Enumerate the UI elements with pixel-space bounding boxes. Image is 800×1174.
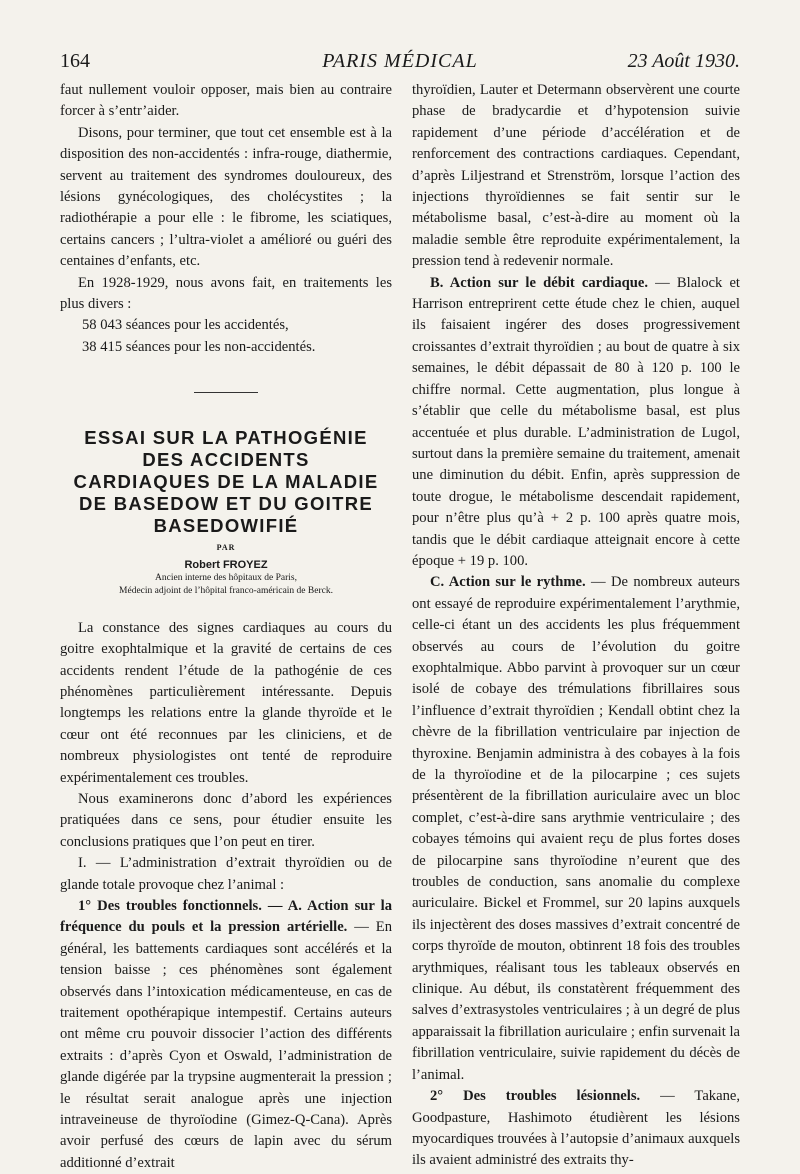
paragraph: Disons, pour terminer, que tout cet ensemble est à la disposition des non-accidentés : infra-rouge, diathermie, servent au traitement des syndromes douloureux, des lésions gynécologiques, des cholécystites ; la radiothérapie a pour elle : le fibrome, les sciatiques, certains cancers ; l’ultra-violet a amélioré ou guéri des centaines d’enfants, etc. bbox=[60, 124, 392, 270]
paragraph bbox=[412, 572, 740, 1086]
title-line: BASEDOWIFIÉ bbox=[153, 515, 299, 537]
byline-par: PAR bbox=[216, 543, 236, 553]
title-line: DE BASEDOW ET DU GOITRE bbox=[78, 493, 374, 515]
paragraph: I. — L’administration d’extrait thyroïdien ou de glande totale provoque chez l’animal : bbox=[60, 855, 392, 893]
paragraph: Nous examinerons donc d’abord les expériences pratiquées dans ce sens, pour étudier ensuite les conclusions pratiques que l’on peut en tirer. bbox=[60, 790, 392, 850]
author-affiliation: Ancien interne des hôpitaux de Paris, bbox=[155, 572, 297, 583]
paragraph-text: — En général, les battements cardiaques sont accélérés et la tension baisse ; ces phénomènes sont également observés dans l’intoxication médicamenteuse, en cas de traitement opothérapique intempestif. Certains auteurs ont même cru pouvoir dissocier l’action des différents extraits : d’après Cyon et Oswald, l’administration de glande digérée par la trypsine augmenterait la pression ; le résultat serait analogue après une injection intraveineuse de thyroïodine (Gimez-Q-Cana). Après avoir perfusé des cœurs de lapin avec du sérum additionné d’extrait bbox=[60, 919, 392, 1171]
subsection-heading: B. Action sur le débit cardiaque. bbox=[430, 274, 648, 291]
subsection-heading: C. Action sur le rythme. bbox=[430, 574, 586, 591]
paragraph bbox=[60, 896, 392, 1174]
sessions-non-accidentes: 38 415 séances pour les non-accidentés. bbox=[82, 338, 316, 355]
paragraph bbox=[412, 273, 740, 573]
article-title bbox=[60, 427, 392, 537]
paragraph-text: — Blalock et Harrison entreprirent cette étude chez le chien, auquel ils faisaient ingérer des doses progressivement croissantes d’extrait thyroïdien ; au bout de quatre à six semaines, le débit dépassait de 80 à 120 p. 100 le chiffre normal. Cette augmentation, plus longue à s’établir que celle du métabolisme basal, est plus accentuée et plus durable. L’administration de Lugol, surtout dans la première semaine du traitement, amenait une diminution du débit. Enfin, après suppression de toute drogue, le métabolisme descendait rapidement, pour n’être plus qu’à + 2 p. 100 après quatre mois, tandis que le débit cardiaque atteignait encore à cette époque + 19 p. 100. bbox=[412, 274, 740, 569]
paragraph bbox=[412, 1086, 740, 1172]
paragraph: En 1928-1929, nous avons fait, en traitements les plus divers : bbox=[60, 274, 392, 313]
right-column bbox=[412, 80, 740, 1169]
paragraph-text: — Takane, Goodpasture, Hashimoto étudièrent les lésions myocardiques trouvées à l’autopsie d’animaux auxquels ils avaient administré des extraits thy- bbox=[412, 1088, 740, 1169]
left-column bbox=[60, 80, 392, 1171]
page-header bbox=[60, 50, 740, 76]
title-line: ESSAI SUR LA PATHOGÉNIE bbox=[84, 427, 368, 449]
paragraph: faut nullement vouloir opposer, mais bien au contraire forcer à s’entr’aider. bbox=[60, 82, 392, 120]
page-number: 164 bbox=[60, 50, 90, 72]
sessions-accidentes: 58 043 séances pour les accidentés, bbox=[82, 317, 289, 334]
journal-title: PARIS MÉDICAL bbox=[322, 50, 478, 72]
paragraph-text: — De nombreux auteurs ont essayé de reproduire expérimentalement l’arythmie, celle-ci étant un des accidents les plus fréquemment observés au cours de l’évolution du goitre exophtalmique. Abbo parvint à provoquer sur un cœur isolé de cobaye des trémulations fibrillaires sous l’influence d’extrait thyroïdien ; Kendall obtint chez la chèvre de la fibrillation ventriculaire par injection de thyroxine. Benjamin administra à des cobayes à la fois de la thyroïodine et de la pilocarpine ; ces sujets présentèrent de la fibrillation auriculaire avec un bloc complet, c’est-à-dire sans arythmie ventriculaire ; des cobayes témoins qui avaient reçu de plus fortes doses de pilocarpine sans thyroïodine n’eurent que des troubles de conduction, sans anomalie du complexe auriculaire. Bickel et Frommel, sur 20 lapins auxquels ils injectèrent des doses massives d’extrait concentré de corps thyroïde de mouton, obtinrent 18 fois des troubles arythmiques, réalisant tous les tableaux observés en clinique. Au début, ils constatèrent fréquemment des salves d’extrasystoles ventriculaires ; à un degré de plus apparaissait la fibrillation auriculaire ; enfin survenait la fibrillation ventriculaire, suivie rapidement du décès de l’animal. bbox=[412, 574, 740, 1083]
subsection-heading: 1° Des troubles fonctionnels. — A. Action sur la fréquence du pouls et la pression artérielle. bbox=[60, 897, 392, 936]
subsection-heading: 2° Des troubles lésionnels. bbox=[430, 1088, 641, 1105]
title-line: CARDIAQUES DE LA MALADIE bbox=[73, 471, 379, 493]
section-divider bbox=[194, 392, 258, 393]
issue-date: 23 Août 1930. bbox=[627, 50, 740, 72]
author-name: Robert FROYEZ bbox=[184, 558, 268, 571]
author-affiliation: Médecin adjoint de l’hôpital franco-américain de Berck. bbox=[119, 585, 333, 596]
title-line: DES ACCIDENTS bbox=[142, 449, 310, 471]
paragraph: La constance des signes cardiaques au cours du goitre exophtalmique et la gravité de certains de ces accidents rendent l’étude de la pathogénie de ces phénomènes particulièrement intéressante. Depuis longtemps les relations entre la glande thyroïde et le cœur ont été reconnues par les cliniciens, et de nombreux physiologistes ont tenté de reproduire expérimentalement ces troubles. bbox=[60, 619, 392, 786]
paragraph: thyroïdien, Lauter et Determann observèrent une courte phase de bradycardie et d’hypotension suivie rapidement d’une période d’accélération et de renforcement des contractions cardiaques. Cependant, d’après Liljestrand et Strenström, lorsque l’action des injections thyroïdiennes se fait sentir sur le métabolisme basal, c’est-à-dire au moment où la maladie semble être reproduite expérimentalement, la pression tend à redevenir normale. bbox=[412, 82, 740, 270]
